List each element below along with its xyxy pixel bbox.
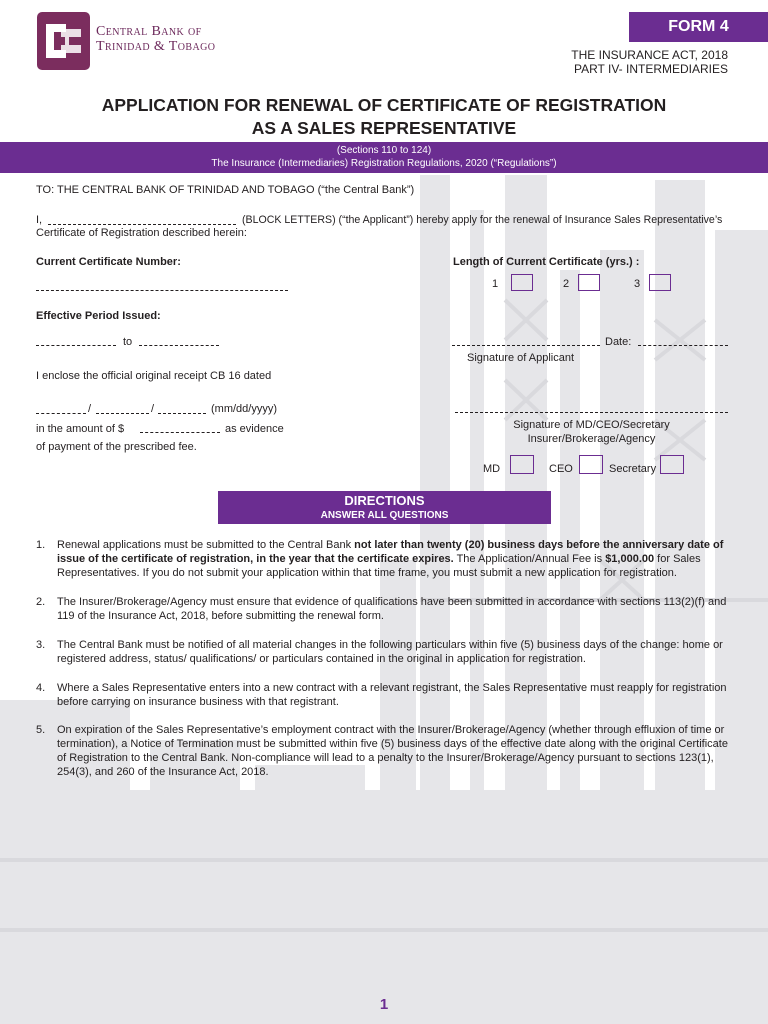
- item-text-part: for Sales Representatives. If you do not submit your application within that time frame, you must submit a new application for registration.: [57, 553, 701, 579]
- act-line2: PART IV- INTERMEDIARIES: [573, 62, 728, 76]
- item-text: Where a Sales Representative enters into a new contract with a relevant registrant, the Sales Representative must reapply for registration before carrying on insurance business with that registrant.: [57, 682, 727, 708]
- effective-start-field[interactable]: [36, 345, 116, 346]
- direction-item-2: [36, 595, 729, 625]
- item-text: The Insurer/Brokerage/Agency must ensure that evidence of qualifications have been submitted in accordance with sections 113(2)(f) and 119 of the Insurance Act, 2018, before submitting the renewal form.: [57, 596, 727, 622]
- item-deadline-bold: not later than twenty (20) business days before the anniversary date of issue of the certificate of registration, in the year that the certificate expires.: [57, 539, 724, 565]
- receipt-year-field[interactable]: [158, 413, 206, 414]
- bank-name-line2: Trinidad & Tobago: [96, 39, 216, 54]
- date-label: Date:: [605, 336, 632, 348]
- directions-title: DIRECTIONS: [344, 493, 425, 508]
- item-number: 2.: [36, 596, 46, 608]
- signature-md-line2: Insurer/Brokerage/Agency: [527, 433, 656, 445]
- payment-line: of payment of the prescribed fee.: [36, 441, 197, 453]
- page-title-line1: APPLICATION FOR RENEWAL OF CERTIFICATE OF REGISTRATION: [101, 95, 667, 115]
- item-number: 1.: [36, 539, 46, 551]
- to-line: TO: THE CENTRAL BANK OF TRINIDAD AND TOBAGO (“the Central Bank”): [36, 184, 415, 196]
- band-line2: The Insurance (Intermediaries) Registration Regulations, 2020 (“Regulations”): [211, 158, 557, 169]
- directions-subtitle: ANSWER ALL QUESTIONS: [320, 510, 449, 521]
- length-option-1-label: 1: [492, 278, 499, 290]
- regulations-band: [0, 142, 768, 173]
- page-title-line2: AS A SALES REPRESENTATIVE: [251, 118, 517, 138]
- item-number: 4.: [36, 682, 46, 694]
- item-fee-bold: $1,000.00: [605, 553, 655, 565]
- date-separator-2: /: [151, 403, 155, 415]
- applicant-prefix: I,: [36, 214, 43, 226]
- item-text: [57, 538, 729, 580]
- act-reference: [536, 48, 728, 76]
- role-ceo-label: CEO: [549, 463, 573, 475]
- to-word: to: [123, 336, 133, 348]
- item-number: 5.: [36, 724, 46, 736]
- role-md-label: MD: [483, 463, 501, 475]
- length-1-checkbox[interactable]: [511, 274, 533, 291]
- applicant-suffix: (BLOCK LETTERS) (“the Applicant”) hereby apply for the renewal of Insurance Sales Representative’s: [242, 214, 723, 226]
- receipt-line: I enclose the official original receipt CB 16 dated: [36, 370, 272, 382]
- item-text-part: The Application/Annual Fee is: [453, 553, 606, 565]
- cert-number-field[interactable]: [36, 290, 288, 291]
- cbtt-logo: [37, 12, 90, 70]
- direction-item-3: [36, 638, 729, 668]
- band-line1: (Sections 110 to 124): [336, 145, 432, 156]
- cert-number-label: Current Certificate Number:: [36, 256, 181, 268]
- item-number: 3.: [36, 639, 46, 651]
- direction-item-4: [36, 681, 729, 711]
- page-number: 1: [379, 996, 389, 1013]
- item-text-part: Renewal applications must be submitted to the Central Bank: [57, 539, 355, 551]
- item-text: The Central Bank must be notified of all material changes in the following particulars within five (5) business days of the change: home or registered address, status/ qualifications/ or particulars contained in the original in application for registration.: [57, 639, 723, 665]
- length-2-checkbox[interactable]: [578, 274, 600, 291]
- md-checkbox[interactable]: [510, 455, 534, 474]
- date-separator-1: /: [88, 403, 92, 415]
- direction-item-1: [36, 538, 729, 582]
- effective-end-field[interactable]: [139, 345, 219, 346]
- date-format-hint: (mm/dd/yyyy): [211, 403, 277, 415]
- length-option-3-label: 3: [634, 278, 641, 290]
- length-option-2-label: 2: [563, 278, 570, 290]
- amount-suffix: as evidence: [225, 423, 284, 435]
- cert-length-label: Length of Current Certificate (yrs.) :: [453, 256, 640, 268]
- amount-field[interactable]: [140, 432, 220, 433]
- form-label: FORM 4: [629, 12, 768, 42]
- receipt-month-field[interactable]: [36, 413, 86, 414]
- signature-date-field[interactable]: [638, 345, 728, 346]
- secretary-checkbox[interactable]: [660, 455, 684, 474]
- act-line1: THE INSURANCE ACT, 2018: [571, 48, 728, 62]
- length-3-checkbox[interactable]: [649, 274, 671, 291]
- signature-applicant-label: Signature of Applicant: [467, 352, 575, 364]
- applicant-signature-field[interactable]: [452, 345, 600, 346]
- directions-banner: [218, 491, 551, 524]
- md-signature-field[interactable]: [455, 412, 728, 413]
- role-secretary-label: Secretary: [609, 463, 657, 475]
- item-text: On expiration of the Sales Representative’s employment contract with the Insurer/Brokerage/Agency (whether through effluxion of time or termination), a Notice of Termination must be submitted within five (5) business days of the effective date along with the original Certificate of Registration to the Central Bank. Non-compliance will lead to a penalty to the Insurer/Brokerage/Agency pursuant to sections 123(1), 254(3), and 260 of the Insurance Act, 2018.: [57, 724, 728, 778]
- applicant-line2: Certificate of Registration described herein:: [36, 227, 247, 239]
- direction-item-5: [36, 723, 729, 781]
- effective-period-label: Effective Period Issued:: [36, 310, 161, 322]
- bank-name-line1: Central Bank of: [96, 24, 202, 39]
- receipt-day-field[interactable]: [96, 413, 149, 414]
- applicant-name-field[interactable]: [48, 224, 236, 225]
- bank-name: [96, 24, 215, 54]
- amount-prefix: in the amount of $: [36, 423, 125, 435]
- ceo-checkbox[interactable]: [579, 455, 603, 474]
- signature-md-line1: Signature of MD/CEO/Secretary: [513, 419, 670, 431]
